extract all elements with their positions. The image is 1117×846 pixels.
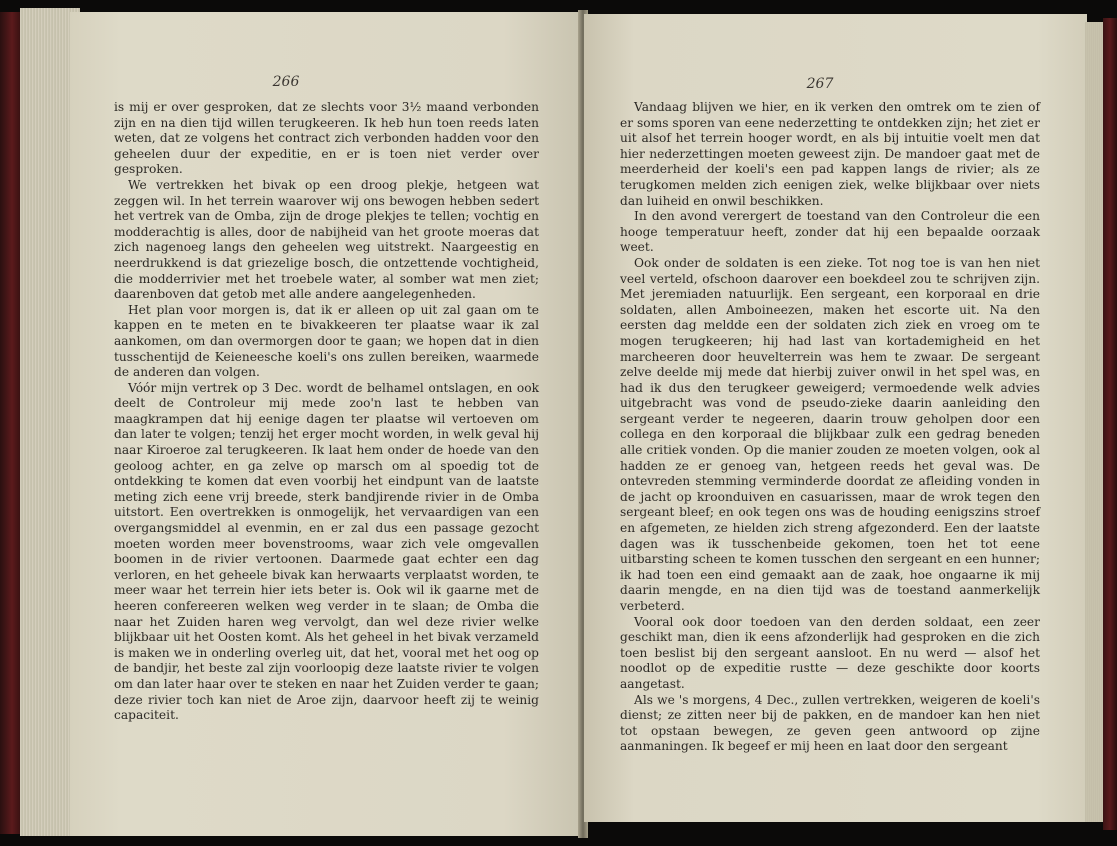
paragraph: Ook onder de soldaten is een zieke. Tot nog toe is van hen niet veel verteld, ofschoon daarover een boekdeel zou te schrijven zijn. Met jeremiaden natuurlijk. Een sergeant, een korporaal en drie soldaten, allen Amboineezen, maken het escorte uit. Na den eersten dag meldde een der soldaten zich ziek en vroeg om te mogen terugkeeren; hij had last van kortademigheid en het marcheeren door heuvelterrein was hem te zwaar. De sergeant zelve deelde mij mede dat hierbij zuiver onwil in het spel was, en had ik dus den terugkeer geweigerd; vermoedende welk advies uitgebracht was vond de pseudo-zieke daarin aanleiding den sergeant verder te negeeren, daarin trouw geholpen door een collega en den korporaal die blijkbaar zulk een gedrag beneden alle critiek vonden. Op die manier zouden ze moeten volgen, ook al hadden ze er genoeg van, hetgeen reeds het geval was. De ontevreden stemming verminderde doordat ze afleiding vonden in de jacht op kroonduiven en casuarissen, maar de wrok tegen den sergeant bleef; en ook tegen ons was de houding eenigszins stroef en afgemeten, ze hielden zich streng afgezonderd. Een der laatste dagen was ik tusschenbeide gekomen, toen het tot eene uitbarsting scheen te komen tusschen den sergeant en een hunner; ik had toen een eind gemaakt aan de zaak, hoe ongaarne ik mij daarin mengde, en na dien tijd was de toestand aanmerkelijk verbeterd. <box>620 255 1040 613</box>
paragraph: Het plan voor morgen is, dat ik er alleen op uit zal gaan om te kappen en te meten en te bivakkeeren ter plaatse waar ik zal aankomen, om dan overmorgen door te gaan; we hopen dat in dien tusschentijd de Keieneesche koeli's ons zullen bereiken, waarmede de anderen dan volgen. <box>114 302 539 380</box>
page-edges-right <box>1085 22 1103 822</box>
paragraph: Als we 's morgens, 4 Dec., zullen vertrekken, weigeren de koeli's dienst; ze zitten neer bij de pakken, en de mandoer kan hen niet tot opstaan bewegen, ze geven geen antwoord op zijne aanmaningen. Ik begeef er mij heen en laat door den sergeant <box>620 692 1040 754</box>
paragraph: Vandaag blijven we hier, en ik verken den omtrek om te zien of er soms sporen van eene nederzetting te ontdekken zijn; het ziet er uit alsof het terrein hooger wordt, en als bij intuitie voelt men dat hier nederzettingen moeten geweest zijn. De mandoer gaat met de meerderheid der koeli's een pad kappen langs de rivier; als ze terugkomen melden zich eenigen ziek, welke blijkbaar over niets dan luiheid en onwil beschikken. <box>620 100 1040 208</box>
paragraph: is mij er over gesproken, dat ze slechts voor 3½ maand verbonden zijn en na dien tijd willen terugkeeren. Ik heb hun toen reeds laten weten, dat ze volgens het contract zich verbonden hadden voor den geheelen duur der expeditie, en er is toen niet verder over gesproken. <box>114 100 539 177</box>
book-cover-left <box>0 12 20 834</box>
right-page-text <box>620 100 1040 755</box>
page-number: 267 <box>806 76 834 92</box>
paragraph: Vooral ook door toedoen van den derden soldaat, een zeer geschikt man, dien ik eens afzonderlijk had gesproken en die zich toen beslist bij den sergeant aansloot. En nu werd — alsof het noodlot op de expeditie rustte — deze geschikte door koorts aangetast. <box>620 614 1040 691</box>
left-page <box>70 12 580 836</box>
right-page <box>584 14 1087 822</box>
page-number: 266 <box>272 74 300 90</box>
paragraph: Vóór mijn vertrek op 3 Dec. wordt de belhamel ontslagen, en ook deelt de Controleur mij mede zoo'n last te hebben van maagkrampen dat hij eenige dagen ter plaatse wil vertoeven om dan later te volgen; tenzij het erger mocht worden, in welk geval hij naar Kiroeroe zal terugkeeren. Ik laat hem onder de hoede van den geoloog achter, en ga zelve op marsch om al spoedig tot de ontdekking te komen dat even voorbij het eindpunt van de laatste meting zich eene vrij breede, sterk bandjirende rivier in de Omba uitstort. Een overtrekken is onmogelijk, het vervaardigen van een overgangsmiddel al evenmin, en er zal dus een passage gezocht moeten worden meer bovenstrooms, waar zich vele omgevallen boomen in de rivier vertoonen. Daarmede gaat echter een dag verloren, en het geheele bivak kan herwaarts verplaatst worden, te meer waar het terrein hier iets beter is. Ook wil ik gaarne met de heeren confereeren welken weg verder in te slaan; de Omba die naar het Zuiden haren weg vervolgt, dan wel deze rivier welke blijkbaar uit het Oosten komt. Als het geheel in het bivak verzameld is maken we in onderling overleg uit, dat het, vooral met het oog op de bandjir, het beste zal zijn voorloopig deze laatste rivier te volgen om dan later haar over te steken en naar het Zuiden verder te gaan; deze rivier toch kan niet de Aroe zijn, daarvoor heeft zij te weinig capaciteit. <box>114 380 539 723</box>
paragraph: In den avond verergert de toestand van den Controleur die een hooge temperatuur heeft, zonder dat hij een bepaalde oorzaak weet. <box>620 209 1040 255</box>
book-cover-right <box>1103 18 1117 830</box>
left-page-text <box>114 100 539 724</box>
paragraph: We vertrekken het bivak op een droog plekje, hetgeen wat zeggen wil. In het terrein waarover wij ons bewogen hebben sedert het vertrek van de Omba, zijn de droge plekjes te tellen; vochtig en modderachtig is alles, door de nabijheid van het groote moeras dat zich nagenoeg langs den geheelen weg uitstrekt. Naargeestig en neerdrukkend is dat griezelige bosch, die ontzettende vochtigheid, die modderrivier met het troebele water, al somber wat men ziet; daarenboven dat getob met alle andere aangelegenheden. <box>114 177 539 302</box>
